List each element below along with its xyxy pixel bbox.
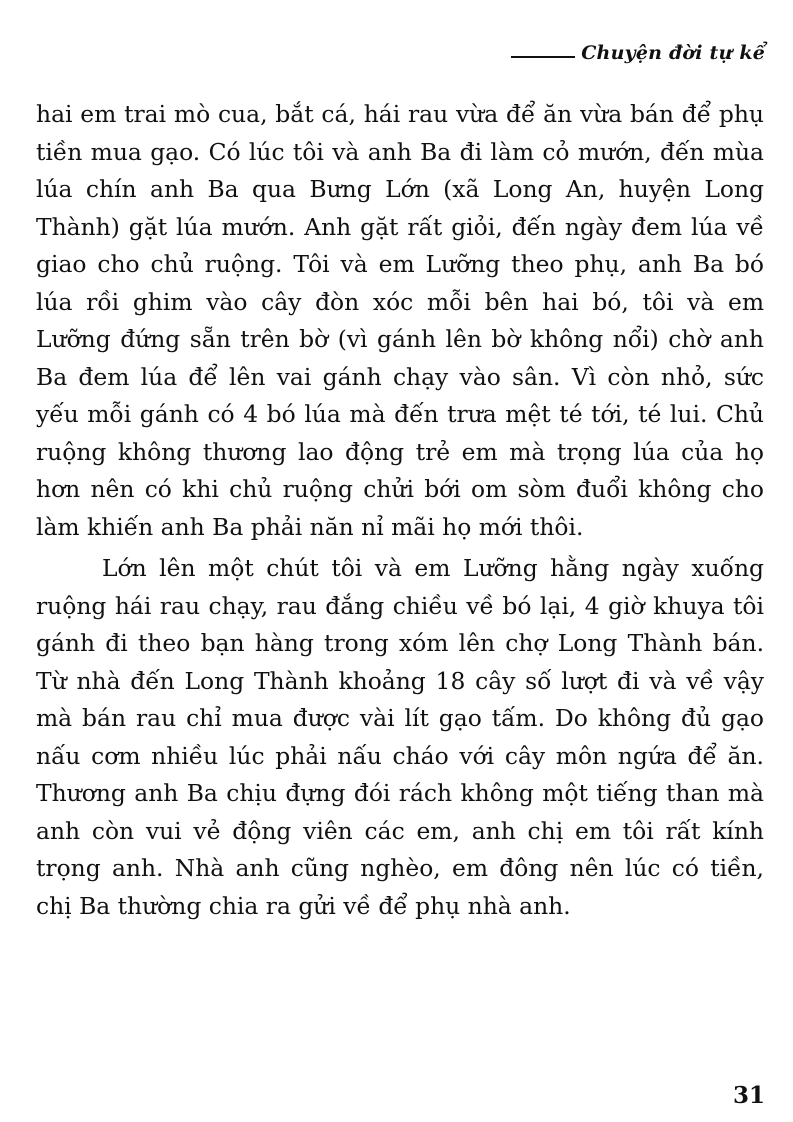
page-number: 31 [732,1082,765,1109]
paragraph-2: Lớn lên một chút tôi và em Lưỡng hằng ngày xuống ruộng hái rau chạy, rau đắng chiều về bó lại, 4 giờ khuya tôi gánh đi theo bạn hàng trong xóm lên chợ Long Thành bán. Từ nhà đến Long Thành khoảng 18 cây số lượt đi và về vậy mà bán rau chỉ mua được vài lít gạo tấm. Do không đủ gạo nấu cơm nhiều lúc phải nấu cháo với cây môn ngứa để ăn. Thương anh Ba chịu đựng đói rách không một tiếng than mà anh còn vui vẻ động viên các em, anh chị em tôi rất kính trọng anh. Nhà anh cũng nghèo, em đông nên lúc có tiền, chị Ba thường chia ra gửi về để phụ nhà anh. [36,554,764,920]
running-header-title: Chuyện đời tự kể [581,42,765,64]
paragraph-1: hai em trai mò cua, bắt cá, hái rau vừa để ăn vừa bán để phụ tiền mua gạo. Có lúc tôi và anh Ba đi làm cỏ mướn, đến mùa lúa chín anh Ba qua Bưng Lớn (xã Long An, huyện Long Thành) gặt lúa mướn. Anh gặt rất giỏi, đến ngày đem lúa về giao cho chủ ruộng. Tôi và em Lưỡng theo phụ, anh Ba bó lúa rồi ghim vào cây đòn xóc mỗi bên hai bó, tôi và em Lưỡng đứng sẵn trên bờ (vì gánh lên bờ không nổi) chờ anh Ba đem lúa để lên vai gánh chạy vào sân. Vì còn nhỏ, sức yếu mỗi gánh có 4 bó lúa mà đến trưa mệt té tới, té lui. Chủ ruộng không thương lao động trẻ em mà trọng lúa của họ hơn nên có khi chủ ruộng chửi bới om sòm đuổi không cho làm khiến anh Ba phải năn nỉ mãi họ mới thôi. [36,100,764,541]
header-rule [511,56,575,58]
body-text [36,96,764,925]
running-header [511,42,765,64]
